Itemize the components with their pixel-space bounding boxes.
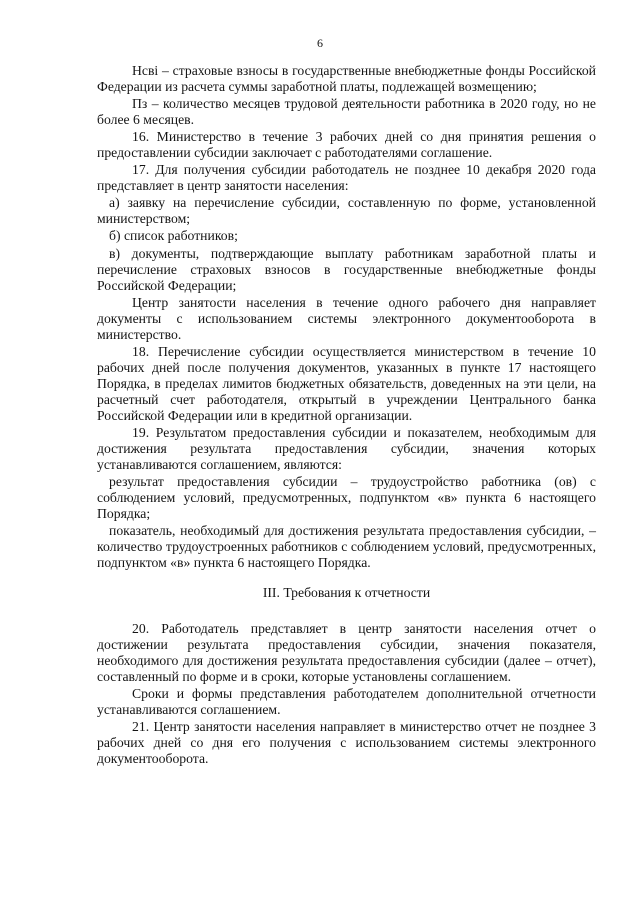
section-heading: III. Требования к отчетности <box>262 585 431 601</box>
paragraph-clause-16: 16. Министерство в течение 3 рабочих дней со дня принятия решения о предоставлении субсидии заключает с работодателями соглашение. <box>97 129 596 161</box>
document-body <box>97 63 596 768</box>
paragraph-item-b: б) список работников; <box>109 228 238 244</box>
paragraph-item-a: а) заявку на перечисление субсидии, составленную по форме, установленной министерством; <box>97 195 596 227</box>
paragraph-indicator: показатель, необходимый для достижения результата предоставления субсидии, – количество трудоустроенных работников с соблюдением условий, предусмотренных, подпунктом «в» пункта 6 настоящего Порядка. <box>97 523 596 571</box>
paragraph-employment-center: Центр занятости населения в течение одного рабочего дня направляет документы с использованием системы электронного документооборота в министерство. <box>97 294 596 342</box>
paragraph-clause-20: 20. Работодатель представляет в центр занятости населения отчет о достижении результата предоставления субсидии, значения показателя, необходимого для достижения результата предоставления субсидии (далее – отчет), составленный по форме и в сроки, которые установлены соглашением. <box>97 621 596 685</box>
paragraph-clause-18: 18. Перечисление субсидии осуществляется министерством в течение 10 рабочих дней после получения документов, указанных в пункте 17 настоящего Порядка, в пределах лимитов бюджетных обязательств, доведенных на эти цели, на расчетный счет работодателя, открытый в учреждении Центрального банка Российской Федерации или в кредитной организации. <box>97 343 596 423</box>
paragraph-clause-17: 17. Для получения субсидии работодатель не позднее 10 декабря 2020 года представляет в центр занятости населения: <box>97 162 596 194</box>
paragraph-clause-21: 21. Центр занятости населения направляет в министерство отчет не позднее 3 рабочих дней со дня его получения с использованием системы электронного документооборота. <box>97 719 596 767</box>
paragraph-result: результат предоставления субсидии – трудоустройство работника (ов) с соблюдением условий, предусмотренных, подпунктом «в» пункта 6 настоящего Порядка; <box>97 473 596 521</box>
paragraph-item-v: в) документы, подтверждающие выплату работникам заработной платы и перечисление страховых взносов в государственные внебюджетные фонды Российской Федерации; <box>97 245 596 293</box>
paragraph-additional-reporting: Сроки и формы представления работодателем дополнительной отчетности устанавливаются соглашением. <box>97 686 596 718</box>
paragraph-clause-19: 19. Результатом предоставления субсидии и показателем, необходимым для достижения результата предоставления субсидии, значения которых устанавливаются соглашением, являются: <box>97 424 596 472</box>
paragraph-nsv-definition: Нсві – страховые взносы в государственные внебюджетные фонды Российской Федерации из расчета суммы заработной платы, подлежащей возмещению; <box>97 63 596 94</box>
paragraph-pz-definition: Пз – количество месяцев трудовой деятельности работника в 2020 году, но не более 6 месяцев. <box>97 96 596 128</box>
page-number: 6 <box>317 36 323 50</box>
